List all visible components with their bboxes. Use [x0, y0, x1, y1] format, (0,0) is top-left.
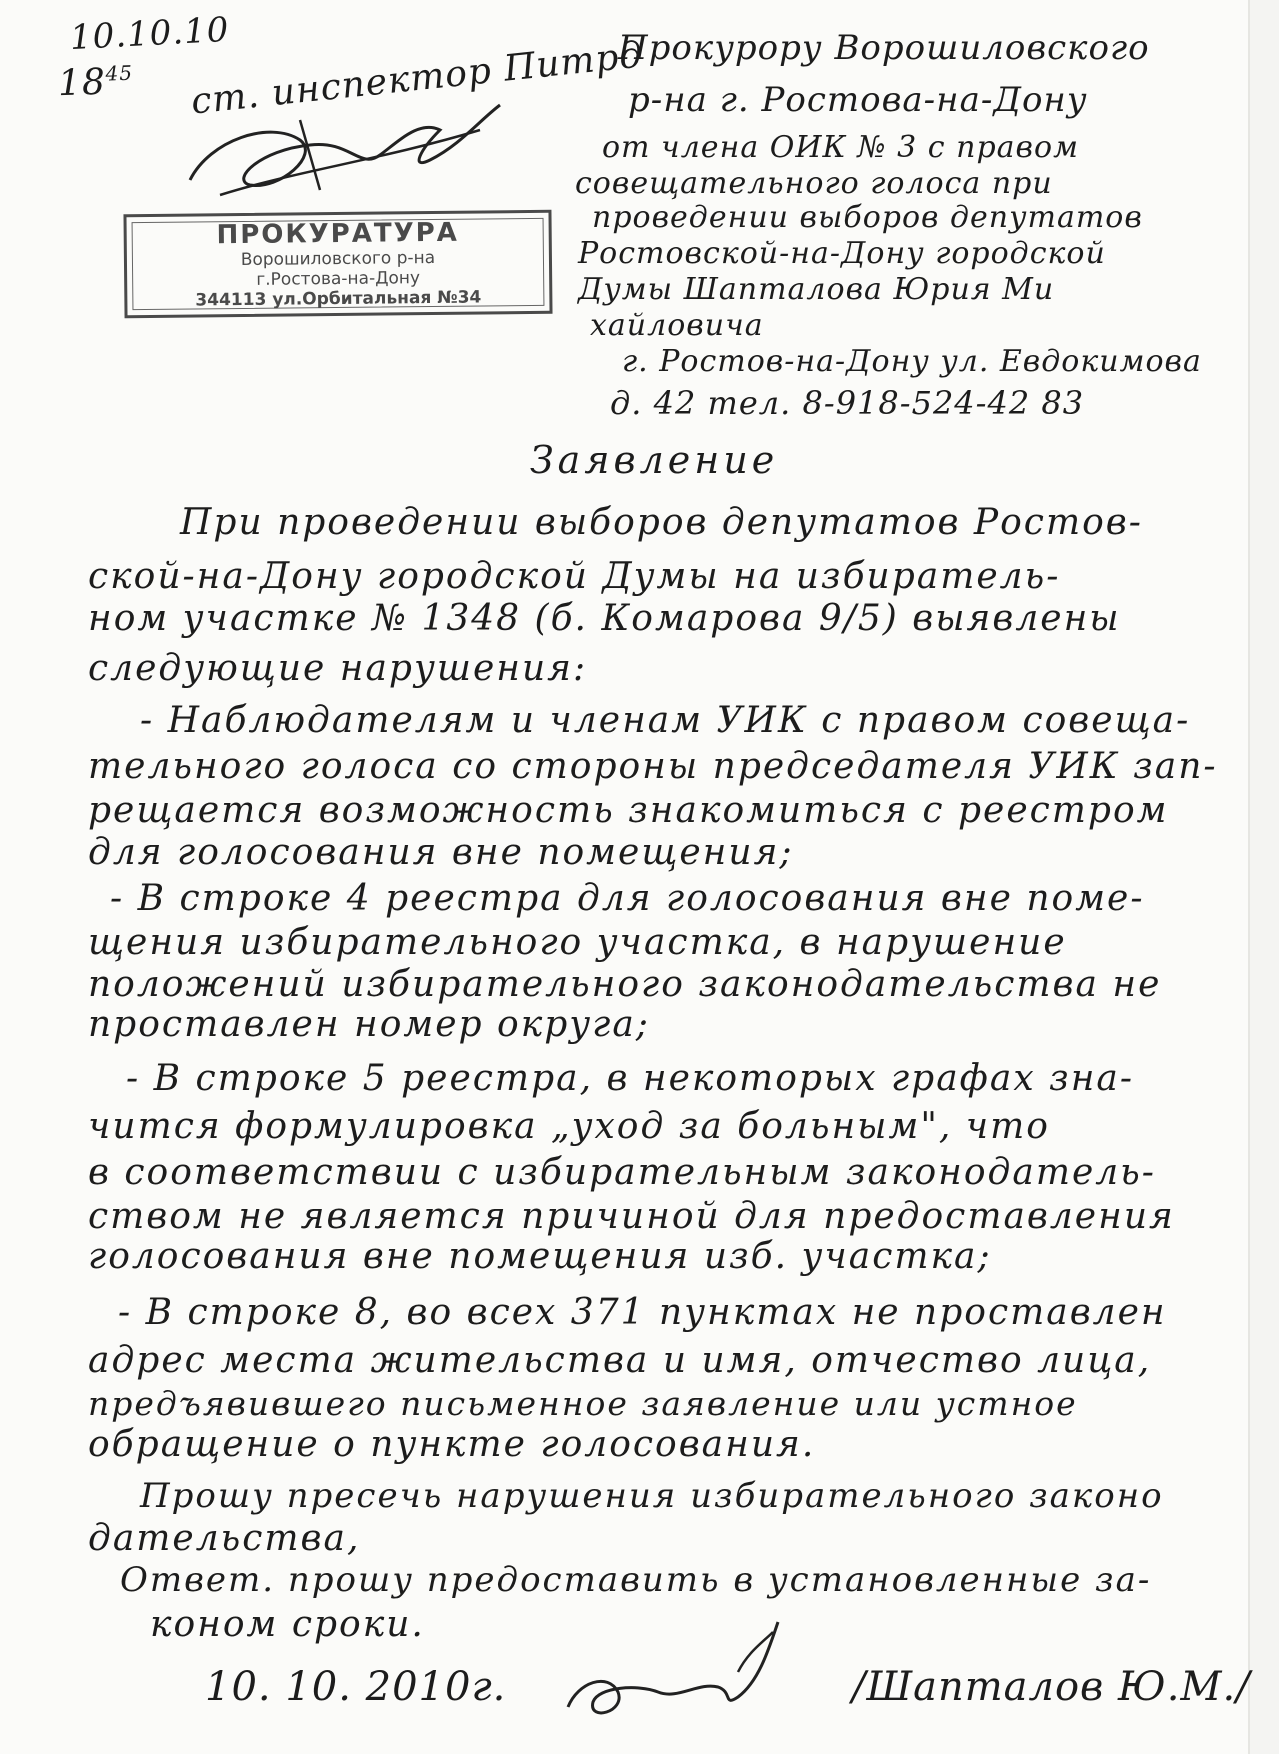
document-title: Заявление	[530, 438, 779, 482]
registration-date: 10.10.10	[69, 9, 231, 59]
body-line: ном участке № 1348 (б. Комарова 9/5) выявлены	[88, 598, 1121, 639]
body-line: - В строке 4 реестра для голосования вне поме-	[110, 878, 1145, 919]
stamp-line-2: Ворошиловского р-на	[240, 247, 436, 271]
body-line: адрес места жительства и имя, отчество лица,	[88, 1340, 1152, 1381]
body-line: Ответ. прошу предоставить в установленные за-	[120, 1560, 1152, 1600]
body-line: тельного голоса со стороны председателя УИК зап-	[88, 746, 1218, 787]
addressee-line: от члена ОИК № 3 с правом	[602, 130, 1079, 165]
body-line: обращение о пункте голосования.	[88, 1424, 816, 1465]
registration-time-hour: 18	[57, 61, 107, 105]
addressee-line: Думы Шапталова Юрия Ми	[578, 272, 1055, 307]
body-line: - В строке 8, во всех 371 пунктах не проставлен	[118, 1292, 1167, 1333]
body-line: голосования вне помещения изб. участка;	[88, 1236, 992, 1277]
body-line: ством не является причиной для предоставления	[88, 1196, 1175, 1237]
addressee-line: д. 42 тел. 8-918-524-42 83	[610, 384, 1085, 422]
addressee-line: Прокурору Ворошиловского	[618, 28, 1150, 68]
stamp-line-4: 344113 ул.Орбитальная №34	[195, 287, 482, 311]
body-line: следующие нарушения:	[88, 648, 588, 689]
body-line: При проведении выборов депутатов Ростов-	[180, 502, 1143, 543]
registration-time	[57, 61, 134, 105]
addressee-line: г. Ростов-на-Дону ул. Евдокимова	[622, 344, 1202, 379]
body-line: в соответствии с избирательным законодатель-	[88, 1152, 1156, 1193]
body-line: коном сроки.	[150, 1604, 425, 1645]
body-line: дательства,	[88, 1518, 361, 1559]
addressee-line: хайловича	[590, 308, 764, 343]
body-line: рещается возможность знакомиться с реестром	[88, 790, 1169, 831]
stamp-line-3: г.Ростова-на-Дону	[256, 268, 421, 290]
body-line: ской-на-Дону городской Думы на избиратель-	[88, 556, 1061, 597]
prosecutor-stamp	[123, 210, 552, 318]
body-line: - Наблюдателям и членам УИК с правом совеща-	[140, 700, 1191, 741]
registration-time-minutes: 45	[105, 60, 134, 86]
addressee-line: проведении выборов депутатов	[592, 200, 1143, 235]
body-line: проставлен номер округа;	[88, 1004, 650, 1045]
registration-officer: ст. инспектор Питрд	[189, 34, 646, 123]
registration-signature	[180, 100, 510, 210]
body-line: предъявившего письменное заявление или устное	[88, 1384, 1078, 1423]
author-name: /Шапталов Ю.М./	[852, 1664, 1251, 1710]
body-line: для голосования вне помещения;	[88, 832, 794, 873]
body-line: положений избирательного законодательства не	[88, 964, 1162, 1005]
body-line: - В строке 5 реестра, в некоторых графах зна-	[126, 1058, 1135, 1099]
addressee-line: р-на г. Ростова-на-Дону	[628, 80, 1088, 120]
signature-date: 10. 10. 2010г.	[205, 1664, 507, 1710]
body-line: чится формулировка „уход за больным", что	[88, 1106, 1050, 1147]
author-signature	[548, 1612, 788, 1732]
body-line: щения избирательного участка, в нарушение	[88, 922, 1067, 963]
stamp-line-1: ПРОКУРАТУРА	[216, 217, 460, 251]
addressee-line: совещательного голоса при	[575, 166, 1053, 201]
addressee-line: Ростовской-на-Дону городской	[578, 236, 1106, 271]
body-line: Прошу пресечь нарушения избирательного законо	[140, 1476, 1164, 1516]
